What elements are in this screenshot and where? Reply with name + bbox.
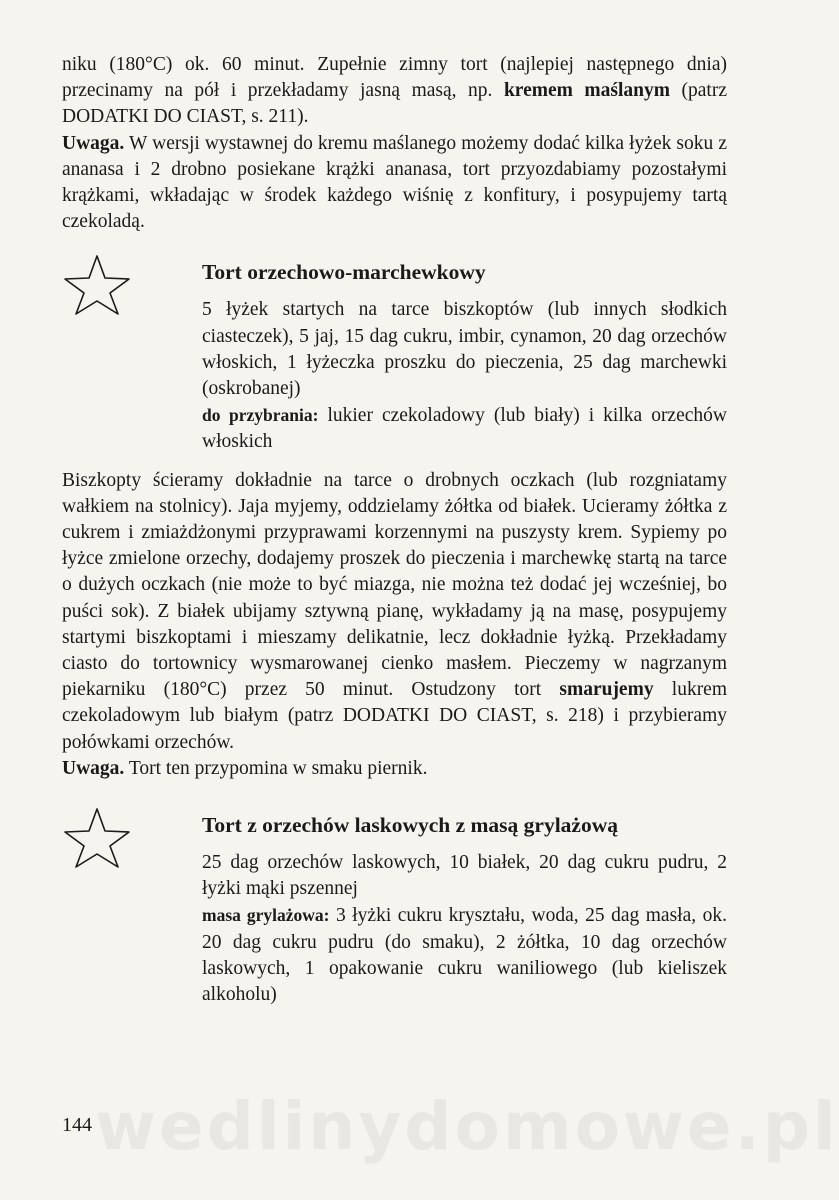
recipe1-note-text: Tort ten przypomina w smaku piernik. — [124, 757, 428, 779]
recipe2-ingredients-text: 25 dag orzechów laskowych, 10 białek, 20 dag cukru pudru, 2 łyżki mąki pszennej — [202, 852, 727, 900]
recipe2-mass-text: 3 łyżki cukru kryształu, woda, 25 dag masła, ok. 20 dag cukru pudru (do smaku), 2 żółtka, 10 dag orzechów laskowych, 1 opakowanie cukru waniliowego (lub kieliszek alkoholu) — [202, 905, 727, 1006]
star-icon — [62, 806, 202, 870]
recipe1-ingredients-text: 5 łyżek startych na tarce biszkoptów (lub innych słodkich ciasteczek), 5 jaj, 15 dag cukru, imbir, cynamon, 20 dag orzechów włoskich, 1 łyżeczka proszku do pieczenia, 25 dag marchewki (oskrobanej) — [202, 299, 727, 400]
recipe1-title: Tort orzechowo-marchewkowy — [202, 260, 486, 285]
recipe1-method-bold: smarujemy — [559, 679, 654, 701]
watermark: wedlinydomowe.pl — [95, 1088, 839, 1165]
intro-paragraph — [62, 52, 727, 235]
recipe1-header — [62, 253, 727, 455]
intro-note-text: W wersji wystawnej do kremu maślanego możemy dodać kilka łyżek soku z ananasa i 2 drobno posiekane krążki ananasa, tort przyozdabiamy pozostałymi krążkami, wkładając w środek każdego wiśnię z konfitury, i posypujemy tartą czekoladą. — [62, 132, 727, 233]
recipe2-header — [62, 806, 727, 1008]
recipe1-decor-label: do przybrania: — [202, 405, 319, 426]
recipe1-method — [62, 468, 727, 782]
intro-text: niku (180°C) ok. 60 minut. Zupełnie zimny tort (najlepiej następnego dnia) przecinamy na pół i przekładamy jasną masą, np. — [62, 54, 727, 102]
recipe2-title: Tort z orzechów laskowych z masą grylażową — [202, 813, 618, 838]
recipe1-method-b: lukrem czekoladowym lub białym (patrz DODATKI DO CIAST, s. 218) i przybieramy połówkami orzechów. — [62, 679, 728, 753]
recipe2-ingredients — [202, 850, 727, 1008]
intro-note-label: Uwaga. — [62, 132, 125, 154]
intro-bold: kremem maślanym — [503, 80, 670, 102]
page-number: 144 — [62, 1114, 92, 1136]
recipe1-note-label: Uwaga. — [62, 757, 125, 779]
recipe2-mass-label: masa grylażowa: — [202, 905, 330, 926]
page-content — [62, 52, 727, 1008]
recipe1-decor-text: lukier czekoladowy (lub biały) i kilka orzechów włoskich — [202, 405, 727, 453]
recipe1-method-a: Biszkopty ścieramy dokładnie na tarce o drobnych oczkach (lub rozgniatamy wałkiem na stolnicy). Jaja myjemy, oddzielamy żółtka od białek. Ucieramy żółtka z cukrem i zmiażdżonymi przyprawami korzennymi na puszysty krem. Sypiemy po łyżce zmielone orzechy, dodajemy proszek do pieczenia i marchewkę startą na tarce o dużych oczkach (nie może to być miazga, nie można też dodać jej wcześniej, bo puści sok). Z białek ubijamy sztywną pianę, wykładamy ją na masę, posypujemy startymi biszkoptami i mieszamy delikatnie, lecz dokładnie łyżką. Przekładamy ciasto do tortownicy wysmarowanej cienko masłem. Pieczemy w nagrzanym piekarniku (180°C) przez 50 minut. Ostudzony tort — [62, 469, 727, 701]
intro-text-end: (patrz DODATKI DO CIAST, s. 211). — [62, 80, 727, 128]
star-icon — [62, 253, 202, 317]
recipe1-ingredients — [202, 297, 727, 455]
